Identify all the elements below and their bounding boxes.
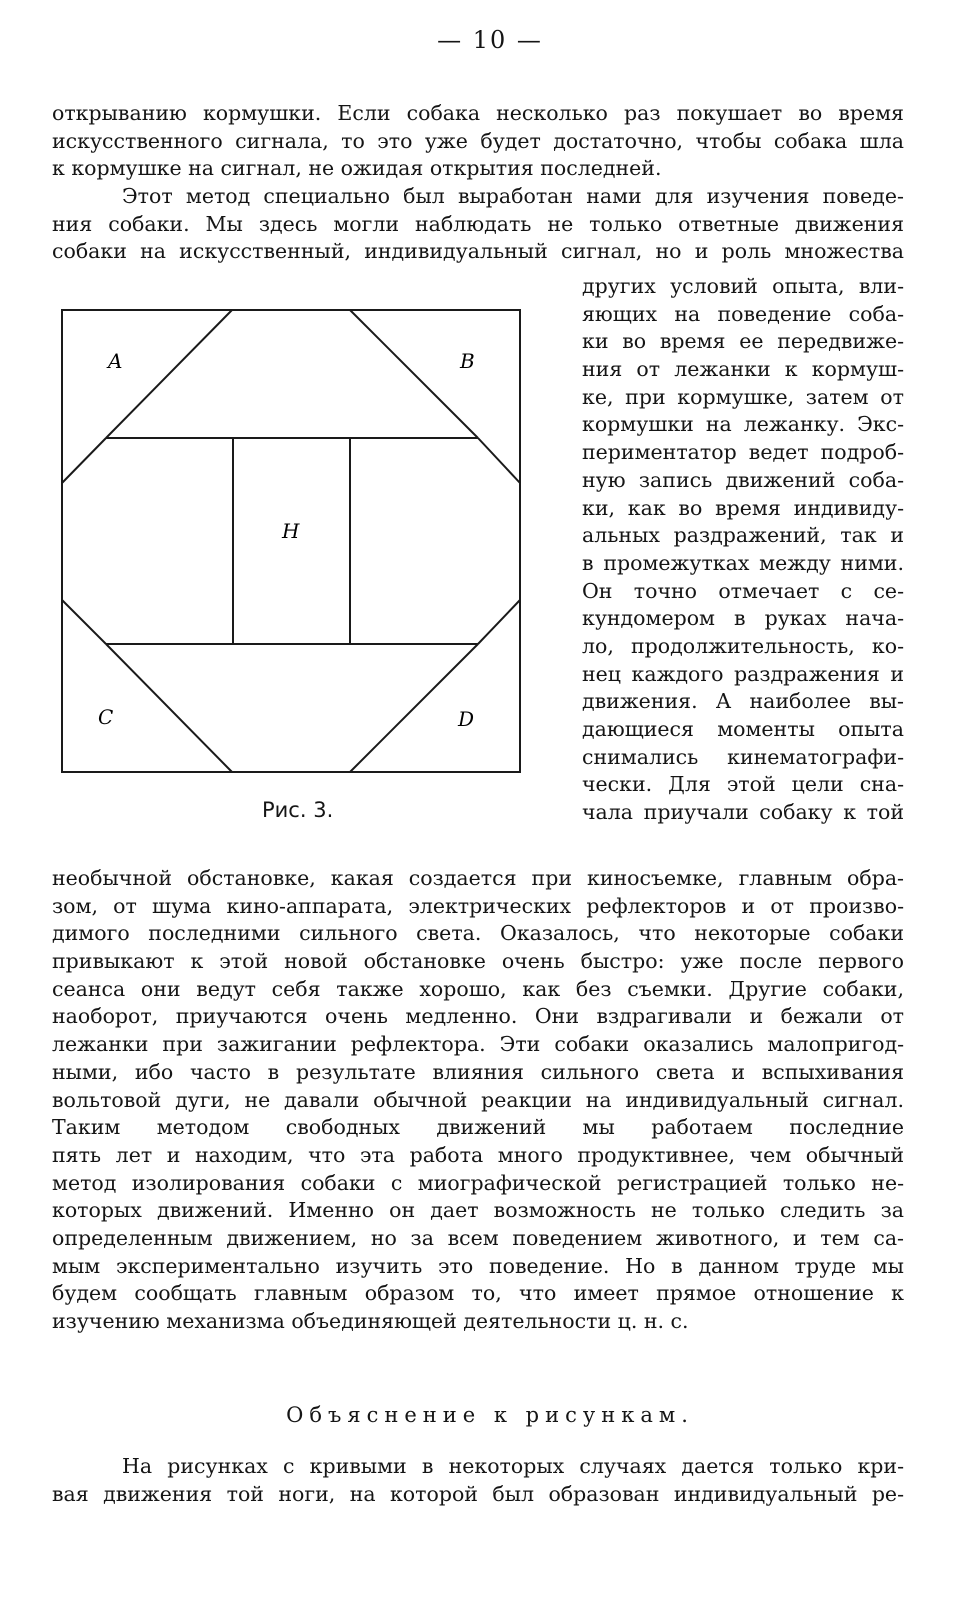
text-line: чала приучали собаку к той [582, 800, 904, 825]
text-line: ными, ибо часто в результате влияния сильного света и вспыхивания [52, 1059, 904, 1084]
text-line: ную запись движений соба- [582, 467, 904, 492]
text-line: снимались кинематографи- [582, 744, 904, 769]
text-line: собаки на искусственный, индивидуальный сигнал, но и роль множества [52, 239, 904, 264]
text-line: дающиеся моменты опыта [582, 717, 904, 741]
paragraph-top [52, 100, 904, 266]
text-line: ло, продолжительность, ко- [582, 633, 904, 658]
text-line: ки, как во время индивиду- [582, 495, 904, 520]
text-line: нец каждого раздражения и [582, 661, 904, 686]
text-line: метод изолирования собаки с миографической регистрацией только не- [52, 1170, 904, 1195]
section-heading: Объяснение к рисункам. [286, 1403, 694, 1427]
text-line: которых движений. Именно он дает возможность не только следить за [52, 1198, 904, 1223]
figure-svg [58, 306, 526, 776]
text-line: будем сообщать главным образом то, что имеет прямое отношение к [52, 1281, 904, 1306]
label-d: D [458, 707, 475, 731]
diagonal-b [350, 310, 478, 438]
text-line: искусственного сигнала, то это уже будет достаточно, чтобы собака шла [52, 128, 904, 153]
label-b: B [460, 349, 475, 373]
text-line: димого последними сильного света. Оказалось, что некоторые собаки [52, 921, 904, 946]
text-line: наоборот, приучаются очень медленно. Они вздрагивали и бежали от [52, 1004, 904, 1029]
text-line: яющих на поведение соба- [582, 301, 904, 326]
text-line: вая движения той ноги, на которой был образован индивидуальный ре- [52, 1481, 904, 1506]
corner-right-top [478, 438, 520, 483]
corner-left-bottom [62, 600, 106, 644]
diagonal-a [106, 310, 232, 438]
text-line: ки во время ее передвиже- [582, 329, 904, 354]
figure-caption: Рис. 3. [262, 798, 334, 822]
corner-right-bottom [478, 600, 520, 644]
text-line: периментатор ведет подроб- [582, 440, 904, 465]
text-line: в промежутках между ними. [582, 550, 904, 575]
text-line: мым экспериментально изучить это поведение. Но в данном труде мы [52, 1253, 904, 1278]
text-line: ния от лежанки к кормуш- [582, 357, 904, 382]
text-line: пять лет и находим, что эта работа много продуктивнее, чем обычный [52, 1142, 904, 1167]
label-a: A [108, 349, 123, 373]
text-line: Этот метод специально был выработан нами для изучения поведе- [122, 184, 904, 209]
diagonal-c [106, 644, 232, 772]
text-line: ния собаки. Мы здесь могли наблюдать не только ответные движения [52, 211, 904, 236]
text-line: На рисунках с кривыми в некоторых случаях дается только кри- [122, 1454, 904, 1478]
text-line: сеанса они ведут себя также хорошо, как без съемки. Другие собаки, [52, 976, 904, 1001]
text-line: Таким методом свободных движений мы работаем последние [52, 1115, 904, 1140]
figure-diagram [58, 306, 526, 776]
text-line: вольтовой дуги, не давали обычной реакции на индивидуальный сигнал. [52, 1087, 904, 1112]
text-line: открыванию кормушки. Если собака несколько раз покушает во время [52, 101, 904, 125]
text-line: альных раздражений, так и [582, 523, 904, 548]
text-line: привыкают к этой новой обстановке очень быстро: уже после первого [52, 949, 904, 974]
text-line: кормушки на лежанку. Экс- [582, 412, 904, 437]
text-line: необычной обстановке, какая создается при киносъемке, главным обра- [52, 866, 904, 890]
text-line: чески. Для этой цели сна- [582, 772, 904, 797]
text-line: Он точно отмечает с се- [582, 578, 904, 603]
text-line: зом, от шума кино-аппарата, электрических рефлекторов и от произво- [52, 893, 904, 918]
text-line: ке, при кормушке, затем от [582, 384, 904, 409]
label-h: H [282, 519, 300, 543]
corner-left-top [62, 438, 106, 483]
paragraph-final [52, 1453, 904, 1508]
page-number: — 10 — [437, 26, 543, 54]
text-line: кундомером в руках нача- [582, 606, 904, 631]
text-line: к кормушке на сигнал, не ожидая открытия последней. [52, 156, 662, 181]
text-line: лежанки при зажигании рефлектора. Эти собаки оказались малопригод- [52, 1032, 904, 1057]
paragraph-bottom [52, 865, 904, 1336]
text-line: определенным движением, но за всем поведением животного, и тем са- [52, 1225, 904, 1250]
text-line: изучению механизма объединяющей деятельности ц. н. с. [52, 1309, 689, 1333]
text-line: других условий опыта, вли- [582, 274, 904, 298]
text-line: движения. А наиболее вы- [582, 689, 904, 714]
label-c: C [98, 705, 114, 729]
paragraph-side-column [582, 273, 904, 827]
